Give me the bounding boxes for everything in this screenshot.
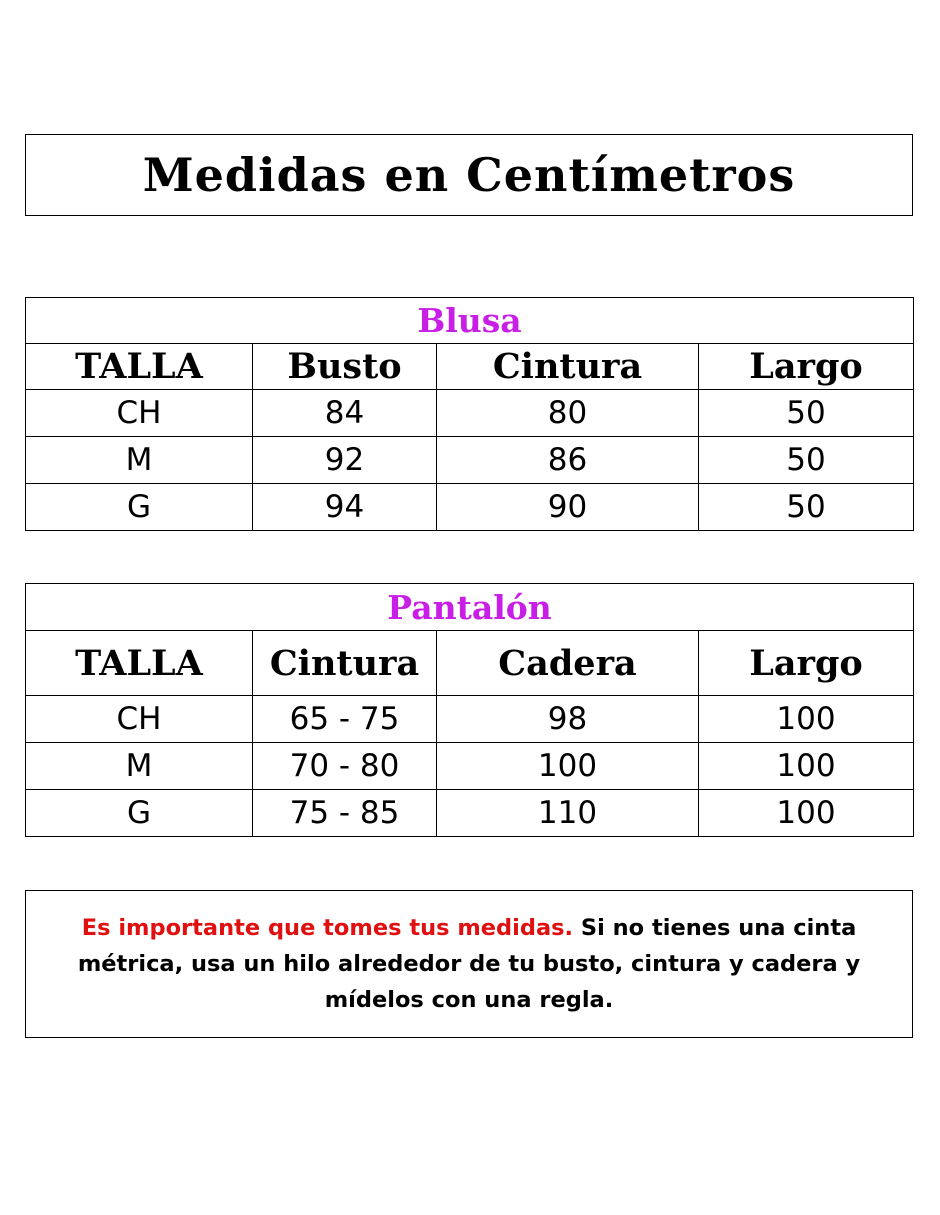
table-cell: 110 xyxy=(437,790,699,837)
measurement-note-box xyxy=(25,890,913,1038)
measurement-note xyxy=(50,910,888,1018)
table-cell: M xyxy=(26,743,253,790)
table-cell: 50 xyxy=(699,390,914,437)
column-header-cintura: Cintura xyxy=(253,631,437,696)
table-cell: G xyxy=(26,790,253,837)
table-cell: 86 xyxy=(437,437,699,484)
column-header-talla: TALLA xyxy=(26,631,253,696)
column-header-cintura: Cintura xyxy=(437,344,699,390)
table-row xyxy=(26,484,914,531)
table-cell: 100 xyxy=(437,743,699,790)
table-cell: CH xyxy=(26,390,253,437)
table-row xyxy=(26,743,914,790)
title-box xyxy=(25,134,913,216)
pantalon-size-table xyxy=(25,583,914,837)
table-row xyxy=(26,390,914,437)
table-cell: 100 xyxy=(699,743,914,790)
table-cell: 80 xyxy=(437,390,699,437)
note-text: Si no tienes una cinta métrica, usa un hilo alrededor de tu busto, cintura y cadera y mídelos con una regla. xyxy=(77,915,861,1013)
table-cell: 98 xyxy=(437,696,699,743)
table-cell: 75 - 85 xyxy=(253,790,437,837)
page-title: Medidas en Centímetros xyxy=(142,148,796,202)
table-cell: 50 xyxy=(699,437,914,484)
column-header-cadera: Cadera xyxy=(437,631,699,696)
table-cell: 100 xyxy=(699,696,914,743)
table-cell: 65 - 75 xyxy=(253,696,437,743)
column-header-largo: Largo xyxy=(699,631,914,696)
table-row xyxy=(26,696,914,743)
table-cell: 90 xyxy=(437,484,699,531)
table-cell: 84 xyxy=(253,390,437,437)
table-cell: CH xyxy=(26,696,253,743)
column-header-largo: Largo xyxy=(699,344,914,390)
table-cell: 50 xyxy=(699,484,914,531)
table-caption: Blusa xyxy=(26,298,914,344)
blusa-size-table xyxy=(25,297,914,531)
table-cell: 70 - 80 xyxy=(253,743,437,790)
table-row xyxy=(26,790,914,837)
table-row xyxy=(26,437,914,484)
table-cell: 92 xyxy=(253,437,437,484)
table-caption-row xyxy=(26,584,914,631)
column-header-busto: Busto xyxy=(253,344,437,390)
table-caption: Pantalón xyxy=(26,584,914,631)
note-highlight: Es importante que tomes tus medidas. xyxy=(81,915,574,941)
table-header-row xyxy=(26,344,914,390)
table-cell: G xyxy=(26,484,253,531)
column-header-talla: TALLA xyxy=(26,344,253,390)
table-header-row xyxy=(26,631,914,696)
table-caption-row xyxy=(26,298,914,344)
table-cell: 100 xyxy=(699,790,914,837)
table-cell: M xyxy=(26,437,253,484)
table-cell: 94 xyxy=(253,484,437,531)
